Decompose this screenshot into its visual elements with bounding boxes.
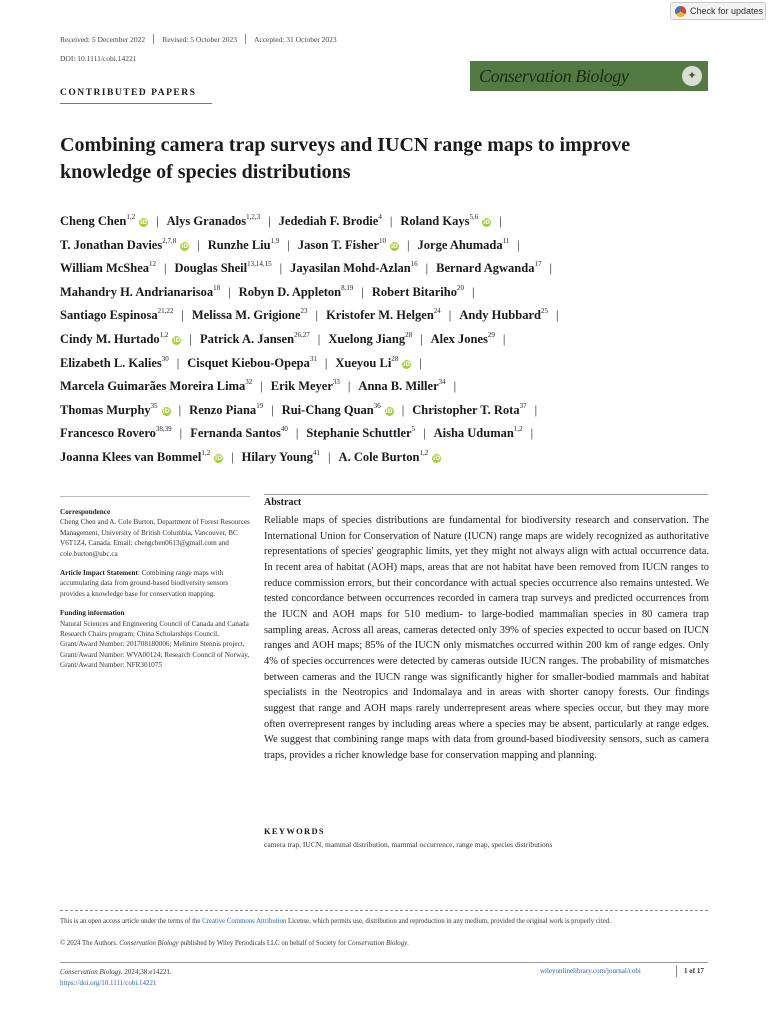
page-number-divider <box>676 965 677 977</box>
author-separator: | <box>347 379 351 394</box>
author-name-text: Cisquet Kiebou-Opepa <box>187 355 310 370</box>
check-for-updates-button[interactable] <box>670 2 766 20</box>
author-separator: | <box>271 402 274 417</box>
author-separator: | <box>549 261 552 276</box>
author-name[interactable] <box>290 261 418 275</box>
funding-text: Natural Sciences and Engineering Council of Canada and Canada Research Chairs program; China Scholarships Council, Grant/Award Number: 201708180006; Melinire Stennis project, Grant/Award Number: WVA00124; Research Council of Norway, Grant/Award Number: NFR301075 <box>60 619 250 670</box>
orcid-icon[interactable]: iD <box>140 219 148 226</box>
citation-volume: 2024;38:e14221. <box>122 968 172 976</box>
society-emblem-icon: ✦ <box>682 66 702 86</box>
author-separator: | <box>530 426 534 441</box>
author-name[interactable] <box>60 285 220 299</box>
citation-doi-link[interactable]: https://doi.org/10.1111/cobi.14221 <box>60 979 157 987</box>
email-conjunction: and <box>216 539 229 548</box>
author-name-text: Robert Bitariho <box>371 284 457 299</box>
author-name[interactable] <box>306 426 415 440</box>
author-line <box>60 257 730 281</box>
author-separator: | <box>295 426 299 441</box>
crossmark-icon <box>675 6 686 17</box>
author-name-text: Xueyou Li <box>335 355 392 370</box>
author-affiliation: 24 <box>433 307 441 316</box>
author-name[interactable] <box>208 238 280 252</box>
author-name[interactable] <box>418 238 510 252</box>
author-separator: | <box>176 355 180 370</box>
author-separator: | <box>555 308 559 323</box>
author-name-text: Renzo Piana <box>189 402 257 417</box>
abstract-heading: Abstract <box>264 497 302 508</box>
copyright-note <box>60 940 409 947</box>
author-affiliation: 25 <box>540 307 548 316</box>
author-name-text: Jedediah F. Brodie <box>278 214 379 228</box>
author-name-text: Patrick A. Jansen <box>199 331 295 346</box>
license-text-post: License, which permits use, distribution and reproduction in any medium, provided the original work is properly cited. <box>286 918 611 925</box>
author-affiliation: 1,2 <box>513 425 523 434</box>
impact-statement-heading: Article Impact Statement <box>60 569 138 578</box>
author-name-text: Xuelong Jiang <box>328 331 406 346</box>
author-name[interactable] <box>328 332 412 346</box>
abstract-text: Reliable maps of species distributions are fundamental for biodiversity research and conservation. The International Union for Conservation of Nature (IUCN) range maps are widely recognized as authoritative representations of species' geographic limits, yet they might not always align with actual occurrence data. In recent area of habitat (AOH) maps, areas that are not habitat have been removed from IUCN ranges to reduce commission errors, but their concordance with actual species occurrence also remains untested. We tested concordance between occurrences recorded in camera trap surveys and predicted occurrences from the IUCN and AOH maps for 510 medium- to large-bodied mammalian species in 80 camera trap sampling areas. Across all areas, cameras detected only 39% of species expected to occur based on IUCN ranges and AOH maps; 85% of the IUCN only mismatches occurred within 200 km of range edges. Only 4% of species occurrences were detected by cameras outside IUCN ranges. The probability of mismatches between cameras and the IUCN range was significantly higher for smaller-bodied mammals and habitat specialists in the Neotropics and Indomalaya and in areas with shorter canopy forests. Our findings suggest that range and AOH maps rarely underrepresent areas where species occur, but they may more often overrepresent ranges by including areas where a species may be absent, particularly at range edges. We suggest that combining range maps with data from ground-based biodiversity sensors, such as camera traps, provides a richer knowledge base for conservation mapping and planning. <box>264 515 709 761</box>
author-separator: | <box>228 284 231 299</box>
accepted-date: Accepted: 31 October 2023 <box>253 34 337 44</box>
author-name[interactable] <box>60 403 171 417</box>
author-name-text: William McShea <box>60 261 150 276</box>
author-affiliation: 12 <box>149 260 157 269</box>
license-link[interactable]: Creative Commons Attribution <box>202 918 287 925</box>
author-separator: | <box>268 214 271 228</box>
author-affiliation: 31 <box>309 354 317 363</box>
footer-dashed-divider <box>60 910 708 911</box>
author-affiliation: 5 <box>411 425 416 434</box>
author-name-text: Anna B. Miller <box>358 379 439 394</box>
correspondence-block <box>60 507 250 559</box>
author-name-text: Jason T. Fisher <box>297 237 380 252</box>
author-line <box>60 399 730 423</box>
author-name-text: Jorge Ahumada <box>417 237 503 252</box>
article-sidebar <box>60 496 250 680</box>
check-for-updates-label: Check for updates <box>690 6 764 16</box>
author-name[interactable] <box>60 238 189 252</box>
author-affiliation: 1,2,3 <box>246 213 261 221</box>
author-separator: | <box>420 331 423 346</box>
author-separator: | <box>231 449 234 464</box>
author-affiliation: 28 <box>391 354 399 363</box>
author-affiliation: 26,27 <box>294 330 310 339</box>
author-name[interactable] <box>60 308 173 322</box>
author-name-text: Robyn D. Appleton <box>238 284 342 299</box>
copyright-pre: © 2024 The Authors. <box>60 940 120 947</box>
author-name[interactable] <box>431 332 495 346</box>
author-name-text: Aisha Uduman <box>433 426 514 441</box>
author-affiliation: 41 <box>313 448 321 457</box>
orcid-icon[interactable]: iD <box>403 360 411 368</box>
author-line <box>60 352 730 376</box>
author-name-text: Hilary Young <box>241 449 314 464</box>
doi: DOI: 10.1111/cobi.14221 <box>60 54 137 63</box>
author-affiliation: 13,14,15 <box>247 260 272 269</box>
orcid-icon[interactable]: iD <box>391 242 399 250</box>
correspondence-text: Cheng Chen and A. Cole Burton, Department of Forest Resources Management, University of British Columbia, Vancouver, BC V6T1Z4, Canada. Email: <box>60 518 250 548</box>
author-name-text: Jayasilan Mohd-Azlan <box>290 261 411 276</box>
author-affiliation: 1,2 <box>419 448 429 457</box>
author-name-text: Kristofer M. Helgen <box>326 308 434 323</box>
orcid-icon[interactable]: iD <box>483 219 491 226</box>
author-name-text: Stephanie Schuttler <box>306 426 412 441</box>
author-line <box>60 446 730 470</box>
author-name[interactable] <box>339 450 442 464</box>
author-separator: | <box>425 261 429 276</box>
author-name-text: A. Cole Burton <box>338 449 420 464</box>
author-name[interactable] <box>60 214 148 228</box>
abstract-divider <box>264 494 708 495</box>
copyright-journal: Conservation Biology <box>119 940 179 947</box>
author-affiliation: 4 <box>378 213 382 221</box>
author-separator: | <box>407 237 410 252</box>
author-affiliation: 36 <box>373 401 381 410</box>
author-affiliation: 16 <box>410 260 418 269</box>
author-name[interactable] <box>175 261 272 275</box>
author-separator: | <box>499 214 502 228</box>
author-name[interactable] <box>167 214 261 228</box>
author-line <box>60 234 730 258</box>
author-affiliation: 38,39 <box>155 425 172 434</box>
author-name[interactable] <box>400 214 491 228</box>
author-separator: | <box>279 261 283 276</box>
author-name[interactable] <box>60 356 169 370</box>
author-name[interactable] <box>60 261 156 275</box>
keywords-text: camera trap, IUCN, mammal distribution, mammal occurrence, range map, species distributions <box>264 840 553 849</box>
revised-date: Revised: 5 October 2023 <box>162 34 237 44</box>
author-separator: | <box>401 402 405 417</box>
author-name-text: Andy Hubbard <box>459 308 541 323</box>
author-separator: | <box>517 237 520 252</box>
author-separator: | <box>502 331 506 346</box>
author-name[interactable] <box>372 285 464 299</box>
author-line <box>60 422 730 446</box>
license-text-pre: This is an open access article under the terms of the <box>60 918 203 925</box>
author-name[interactable] <box>282 403 394 417</box>
author-separator: | <box>324 355 328 370</box>
author-name[interactable] <box>189 403 263 417</box>
author-separator: | <box>328 449 331 464</box>
author-separator: | <box>389 214 393 228</box>
author-name[interactable] <box>60 426 172 440</box>
author-name-text: Marcela Guimarães Moreira Lima <box>60 379 246 394</box>
author-affiliation: 11 <box>502 236 510 245</box>
author-line <box>60 375 730 399</box>
author-separator: | <box>419 355 422 370</box>
author-separator: | <box>287 237 290 252</box>
author-name[interactable] <box>434 426 523 440</box>
citation <box>60 967 172 989</box>
email-link-2[interactable]: cole.burton@ubc.ca <box>60 549 118 558</box>
author-affiliation: 30 <box>161 354 169 363</box>
author-separator: | <box>423 426 426 441</box>
author-name-text: Roland Kays <box>400 214 470 228</box>
license-note <box>60 916 710 927</box>
author-separator: | <box>361 284 364 299</box>
author-name-text: Douglas Sheil <box>174 261 248 276</box>
author-name-text: Melissa M. Grigione <box>191 308 301 323</box>
author-separator: | <box>197 237 200 252</box>
impact-statement-block <box>60 568 250 599</box>
author-name[interactable] <box>298 238 399 252</box>
author-affiliation: 37 <box>519 401 527 410</box>
author-separator: | <box>179 426 183 441</box>
author-affiliation: 21,22 <box>157 307 174 316</box>
author-separator: | <box>156 214 159 228</box>
author-name[interactable] <box>239 285 354 299</box>
author-line <box>60 328 730 352</box>
author-list <box>60 210 730 470</box>
author-name-text: Rui-Chang Quan <box>281 402 374 417</box>
orcid-icon[interactable]: iD <box>162 407 170 415</box>
author-name[interactable] <box>412 403 526 417</box>
author-affiliation: 35 <box>150 401 158 410</box>
funding-block <box>60 608 250 670</box>
author-separator: | <box>315 308 319 323</box>
author-name[interactable] <box>279 214 382 228</box>
author-name[interactable] <box>326 308 441 322</box>
author-line <box>60 281 730 305</box>
orcid-icon[interactable]: iD <box>433 454 441 462</box>
author-name[interactable] <box>335 356 411 370</box>
author-name[interactable] <box>242 450 320 464</box>
author-affiliation: 29 <box>487 330 495 339</box>
author-separator: | <box>471 284 475 299</box>
author-name-text: Alex Jones <box>430 331 488 346</box>
orcid-icon[interactable]: iD <box>215 454 223 462</box>
author-name-text: Mahandry H. Andrianarisoa <box>60 284 214 299</box>
impact-statement-text: : Combining range maps with accumulating data from ground-based biodiversity sensors provides a knowledge base for conservation mapping. <box>60 569 229 598</box>
email-link-1[interactable]: chengchen0613@gmail.com <box>134 539 217 548</box>
orcid-icon[interactable]: iD <box>181 242 189 250</box>
citation-journal: Conservation Biology. <box>60 968 123 976</box>
page-number: 1 of 17 <box>684 967 704 975</box>
article-title: Combining camera trap surveys and IUCN range maps to improve knowledge of species distributions <box>60 134 631 183</box>
received-date: Received: 5 December 2022 <box>60 34 146 44</box>
author-separator: | <box>534 402 538 417</box>
orcid-icon[interactable]: iD <box>385 407 393 415</box>
correspondence-heading: Correspondence <box>60 508 111 516</box>
author-name-text: Fernanda Santos <box>190 426 281 441</box>
author-affiliation: 8,19 <box>341 283 354 292</box>
author-line <box>60 210 730 234</box>
author-separator: | <box>317 331 321 346</box>
author-affiliation: 1,2 <box>159 330 169 339</box>
keywords-heading: KEYWORDS <box>264 826 325 836</box>
author-affiliation: 18 <box>213 283 221 292</box>
author-name[interactable] <box>60 332 181 346</box>
author-name-text: Santiago Espinosa <box>60 308 158 323</box>
author-separator: | <box>448 308 452 323</box>
wiley-journal-link[interactable]: wileyonlinelibrary.com/journal/cobi <box>540 967 641 975</box>
author-affiliation: 10 <box>379 236 387 245</box>
author-name[interactable] <box>200 332 310 346</box>
author-affiliation: 1,2 <box>126 213 136 221</box>
author-name[interactable] <box>192 308 308 322</box>
author-name-text: Cindy M. Hurtado <box>60 331 160 346</box>
section-label: CONTRIBUTED PAPERS <box>60 88 197 98</box>
author-line <box>60 304 730 328</box>
author-affiliation: 34 <box>438 378 446 387</box>
author-name-text: Francesco Rovero <box>60 426 156 441</box>
author-separator: | <box>164 261 167 276</box>
author-separator: | <box>178 402 182 417</box>
author-affiliation: 40 <box>280 425 288 434</box>
author-name[interactable] <box>358 379 445 393</box>
author-separator: | <box>181 308 184 323</box>
footer-divider <box>60 962 708 963</box>
author-affiliation: 1,2 <box>201 448 211 457</box>
author-separator: | <box>260 379 263 394</box>
author-name-text: Bernard Agwanda <box>436 261 535 276</box>
author-affiliation: 33 <box>332 378 340 387</box>
orcid-icon[interactable]: iD <box>173 336 181 344</box>
author-name-text: Runzhe Liu <box>207 237 271 252</box>
author-name-text: Thomas Murphy <box>60 402 151 417</box>
journal-logo-name: Conservation Biology <box>479 65 629 86</box>
author-affiliation: 20 <box>456 283 464 292</box>
author-name-text: Cheng Chen <box>60 214 127 228</box>
author-affiliation: 19 <box>256 401 264 410</box>
author-affiliation: 23 <box>300 307 308 316</box>
author-name[interactable] <box>60 450 223 464</box>
author-name[interactable] <box>271 379 340 393</box>
copyright-mid: published by Wiley Periodicals LLC on behalf of Society for <box>178 940 348 947</box>
author-name[interactable] <box>187 356 317 370</box>
author-affiliation: 2,7,8 <box>162 236 177 245</box>
author-name-text: Alys Granados <box>166 214 247 228</box>
sidebar-divider <box>60 496 250 497</box>
author-affiliation: 28 <box>405 330 413 339</box>
author-affiliation: 17 <box>534 260 542 269</box>
author-name[interactable] <box>190 426 288 440</box>
copyright-end: . <box>407 940 409 947</box>
author-name-text: Erik Meyer <box>270 379 333 394</box>
journal-logo <box>470 61 708 91</box>
author-separator: | <box>189 331 192 346</box>
article-dates <box>60 34 337 44</box>
author-affiliation: 32 <box>245 378 253 387</box>
section-divider <box>60 103 212 104</box>
author-name-text: Joanna Klees van Bommel <box>60 449 202 464</box>
author-name[interactable] <box>60 379 252 393</box>
copyright-journal-2: Conservation Biology <box>347 940 408 947</box>
author-affiliation: 1,9 <box>270 236 280 245</box>
author-name[interactable] <box>459 308 548 322</box>
date-divider <box>153 34 154 44</box>
funding-heading: Funding information <box>60 609 125 618</box>
author-name[interactable] <box>436 261 541 275</box>
author-name-text: Elizabeth L. Kalies <box>60 355 162 370</box>
author-affiliation: 5,6 <box>469 213 479 221</box>
author-name-text: Christopher T. Rota <box>412 402 520 417</box>
date-divider <box>245 34 246 44</box>
author-separator: | <box>453 379 457 394</box>
author-name-text: T. Jonathan Davies <box>60 237 163 252</box>
